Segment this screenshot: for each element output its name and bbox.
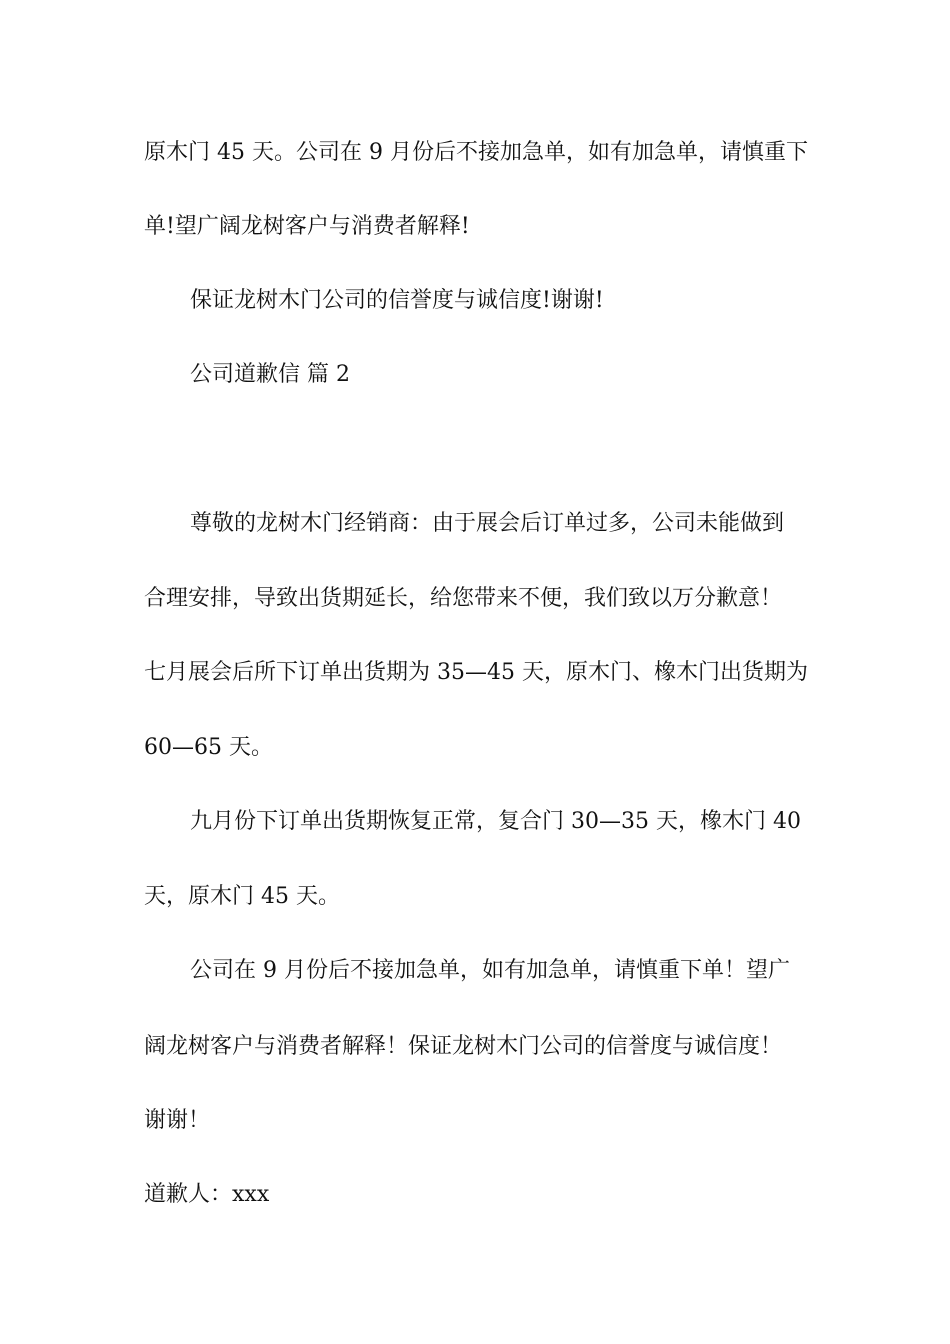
paragraph-line-9: 天，原木门 45 天。 — [144, 884, 340, 909]
paragraph-line-6: 七月展会后所下订单出货期为 35—45 天，原木门、橡木门出货期为 — [144, 660, 808, 685]
paragraph-line-2: 单!望广阔龙树客户与消费者解释! — [144, 214, 470, 239]
section-heading: 公司道歉信 篇 2 — [190, 362, 350, 387]
paragraph-line-11: 阔龙树客户与消费者解释！保证龙树木门公司的信誉度与诚信度！ — [144, 1034, 783, 1059]
paragraph-line-5: 合理安排，导致出货期延长，给您带来不便，我们致以万分歉意！ — [144, 586, 783, 611]
paragraph-line-4: 尊敬的龙树木门经销商：由于展会后订单过多，公司未能做到 — [190, 511, 785, 536]
paragraph-line-10: 公司在 9 月份后不接加急单，如有加急单，请慎重下单！望广 — [190, 958, 790, 983]
signature-line: 道歉人：xxx — [144, 1182, 270, 1207]
paragraph-line-8: 九月份下订单出货期恢复正常，复合门 30—35 天，橡木门 40 — [190, 809, 801, 834]
paragraph-line-3: 保证龙树木门公司的信誉度与诚信度!谢谢! — [190, 288, 604, 313]
paragraph-line-7: 60—65 天。 — [144, 735, 273, 760]
paragraph-line-1: 原木门 45 天。公司在 9 月份后不接加急单，如有加急单，请慎重下 — [144, 140, 808, 165]
paragraph-line-12: 谢谢！ — [144, 1108, 211, 1133]
